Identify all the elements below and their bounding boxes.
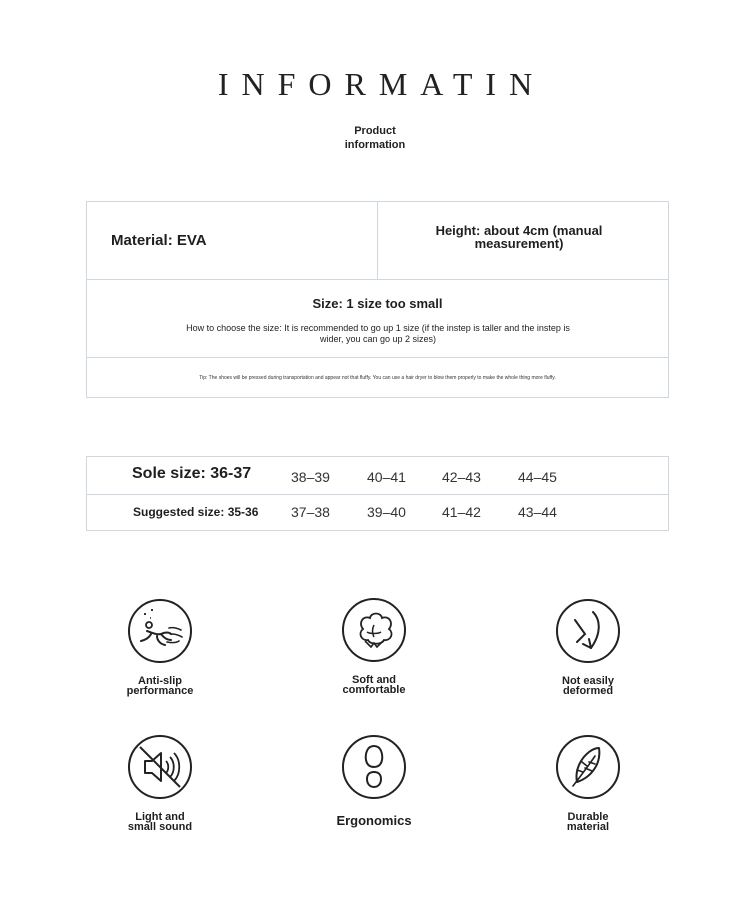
howto-line-2: wider, you can go up 2 sizes) bbox=[319, 334, 437, 344]
subtitle-line-2: information bbox=[344, 139, 406, 151]
deform-arrow-icon bbox=[555, 598, 621, 664]
feature-label-line-1: Light and bbox=[135, 811, 185, 823]
info-row-size bbox=[87, 280, 668, 358]
sole-size-value: 42–43 bbox=[442, 469, 481, 485]
feature-light-small-sound bbox=[85, 734, 235, 832]
feature-anti-slip bbox=[85, 598, 235, 696]
feature-label-line-1: Ergonomics bbox=[336, 813, 412, 828]
size-text: Size: 1 size too small bbox=[312, 296, 443, 311]
tip-text: Tip: The shoes will be pressed during transportation and appear not that fluffy. You can use a hair dryer to blow them properly to make the whole thing more fluffy. bbox=[199, 375, 556, 381]
how-to-choose-text bbox=[163, 323, 593, 345]
page-subtitle bbox=[0, 124, 750, 152]
feature-label-line-2: comfortable bbox=[342, 684, 406, 696]
suggested-size-label: Suggested size: 35-36 bbox=[133, 505, 259, 519]
feature-label-line-1: Durable bbox=[567, 811, 609, 823]
page-title: INFORMATIN bbox=[217, 66, 546, 102]
feature-label bbox=[85, 676, 235, 696]
material-cell bbox=[87, 202, 378, 279]
leaf-icon bbox=[555, 734, 621, 800]
feature-label-line-1: Anti-slip bbox=[138, 675, 182, 687]
feature-label-line-1: Not easily bbox=[562, 675, 614, 687]
height-line-2: measurement) bbox=[474, 236, 564, 251]
feature-label bbox=[299, 675, 449, 695]
suggested-size-value: 41–42 bbox=[442, 504, 481, 520]
feature-label-line-2: material bbox=[566, 821, 610, 833]
feature-label-line-2: performance bbox=[126, 685, 194, 697]
footprint-icon bbox=[341, 734, 407, 800]
feature-label bbox=[85, 812, 235, 832]
sole-size-value: 44–45 bbox=[518, 469, 557, 485]
sole-size-value: 40–41 bbox=[367, 469, 406, 485]
sole-size-label: Sole size: 36-37 bbox=[132, 465, 252, 482]
info-row-material-height bbox=[87, 202, 668, 280]
suggested-size-value: 43–44 bbox=[518, 504, 557, 520]
feature-label-line-2: deformed bbox=[562, 685, 614, 697]
feature-ergonomics bbox=[299, 734, 449, 826]
howto-line-1: How to choose the size: It is recommended to go up 1 size (if the instep is taller and the instep is bbox=[186, 323, 570, 333]
height-line-1: Height: about 4cm (manual bbox=[435, 223, 603, 238]
size-table-bottom-line bbox=[87, 530, 668, 531]
size-table-divider bbox=[87, 494, 668, 495]
feature-soft-comfortable bbox=[299, 597, 449, 695]
anti-slip-icon bbox=[127, 598, 193, 664]
feature-label-line-1: Soft and bbox=[352, 674, 396, 686]
cotton-icon bbox=[341, 597, 407, 663]
info-table bbox=[86, 201, 669, 398]
feature-label-line-2: small sound bbox=[127, 821, 193, 833]
mute-speaker-icon bbox=[127, 734, 193, 800]
subtitle-line-1: Product bbox=[354, 125, 396, 137]
feature-label bbox=[513, 676, 663, 696]
sole-size-value: 38–39 bbox=[291, 469, 330, 485]
material-text: Material: EVA bbox=[111, 232, 207, 249]
feature-durable-material bbox=[513, 734, 663, 832]
size-table bbox=[86, 456, 669, 531]
feature-label bbox=[513, 812, 663, 832]
feature-not-easily-deformed bbox=[513, 598, 663, 696]
feature-label bbox=[299, 813, 449, 828]
suggested-size-value: 39–40 bbox=[367, 504, 406, 520]
height-text bbox=[427, 224, 611, 250]
suggested-size-value: 37–38 bbox=[291, 504, 330, 520]
